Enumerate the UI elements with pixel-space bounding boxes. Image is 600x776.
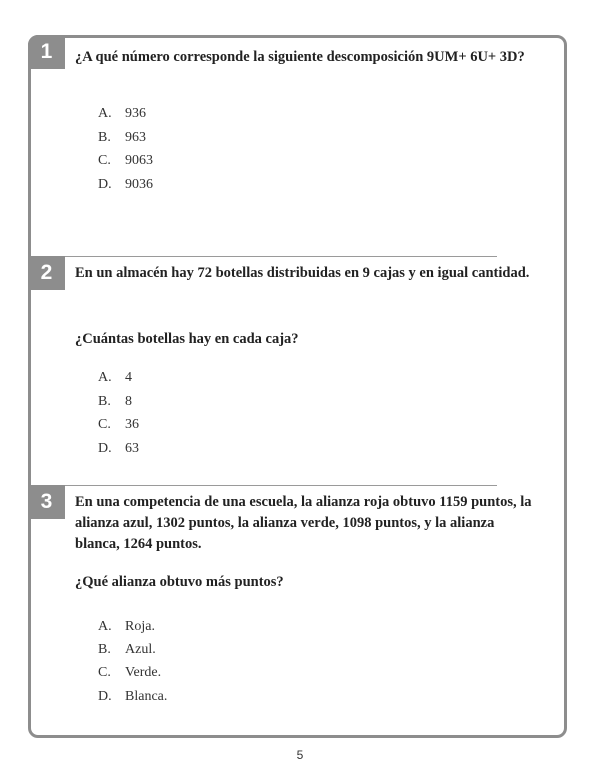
question-2-option-a[interactable]: A. 4 xyxy=(98,370,132,385)
divider-1 xyxy=(65,256,497,257)
question-2-option-c[interactable]: C. 36 xyxy=(98,417,139,432)
question-1-option-c[interactable]: C. 9063 xyxy=(98,153,153,168)
page-number: 5 xyxy=(296,748,304,762)
question-3-option-d[interactable]: D. Blanca. xyxy=(98,689,168,704)
question-1-option-a[interactable]: A. 936 xyxy=(98,106,146,121)
question-1-text: ¿A qué número corresponde la siguiente descomposición 9UM+ 6U+ 3D? xyxy=(75,49,525,65)
question-2-number: 2 xyxy=(28,256,65,290)
question-3-option-c[interactable]: C. Verde. xyxy=(98,665,162,680)
question-3-option-a[interactable]: A. Roja. xyxy=(98,619,155,634)
question-2-prompt: ¿Cuántas botellas hay en cada caja? xyxy=(75,331,299,347)
question-2-option-d[interactable]: D. 63 xyxy=(98,441,139,456)
question-1-option-d[interactable]: D. 9036 xyxy=(98,177,153,192)
question-3-number: 3 xyxy=(28,485,65,519)
question-3-text: En una competencia de una escuela, la alianza roja obtuvo 1159 puntos, la alianza azul, 1302 puntos, la alianza verde, 1098 puntos, y la alianza blanca, 1264 puntos. xyxy=(75,494,532,552)
question-3-prompt: ¿Qué alianza obtuvo más puntos? xyxy=(75,574,284,590)
question-1-number: 1 xyxy=(28,35,65,69)
question-1-option-b[interactable]: B. 963 xyxy=(98,130,146,145)
divider-2 xyxy=(65,485,497,486)
question-3-option-b[interactable]: B. Azul. xyxy=(98,642,156,657)
question-2-option-b[interactable]: B. 8 xyxy=(98,394,132,409)
question-2-text: En un almacén hay 72 botellas distribuidas en 9 cajas y en igual cantidad. xyxy=(75,265,530,281)
